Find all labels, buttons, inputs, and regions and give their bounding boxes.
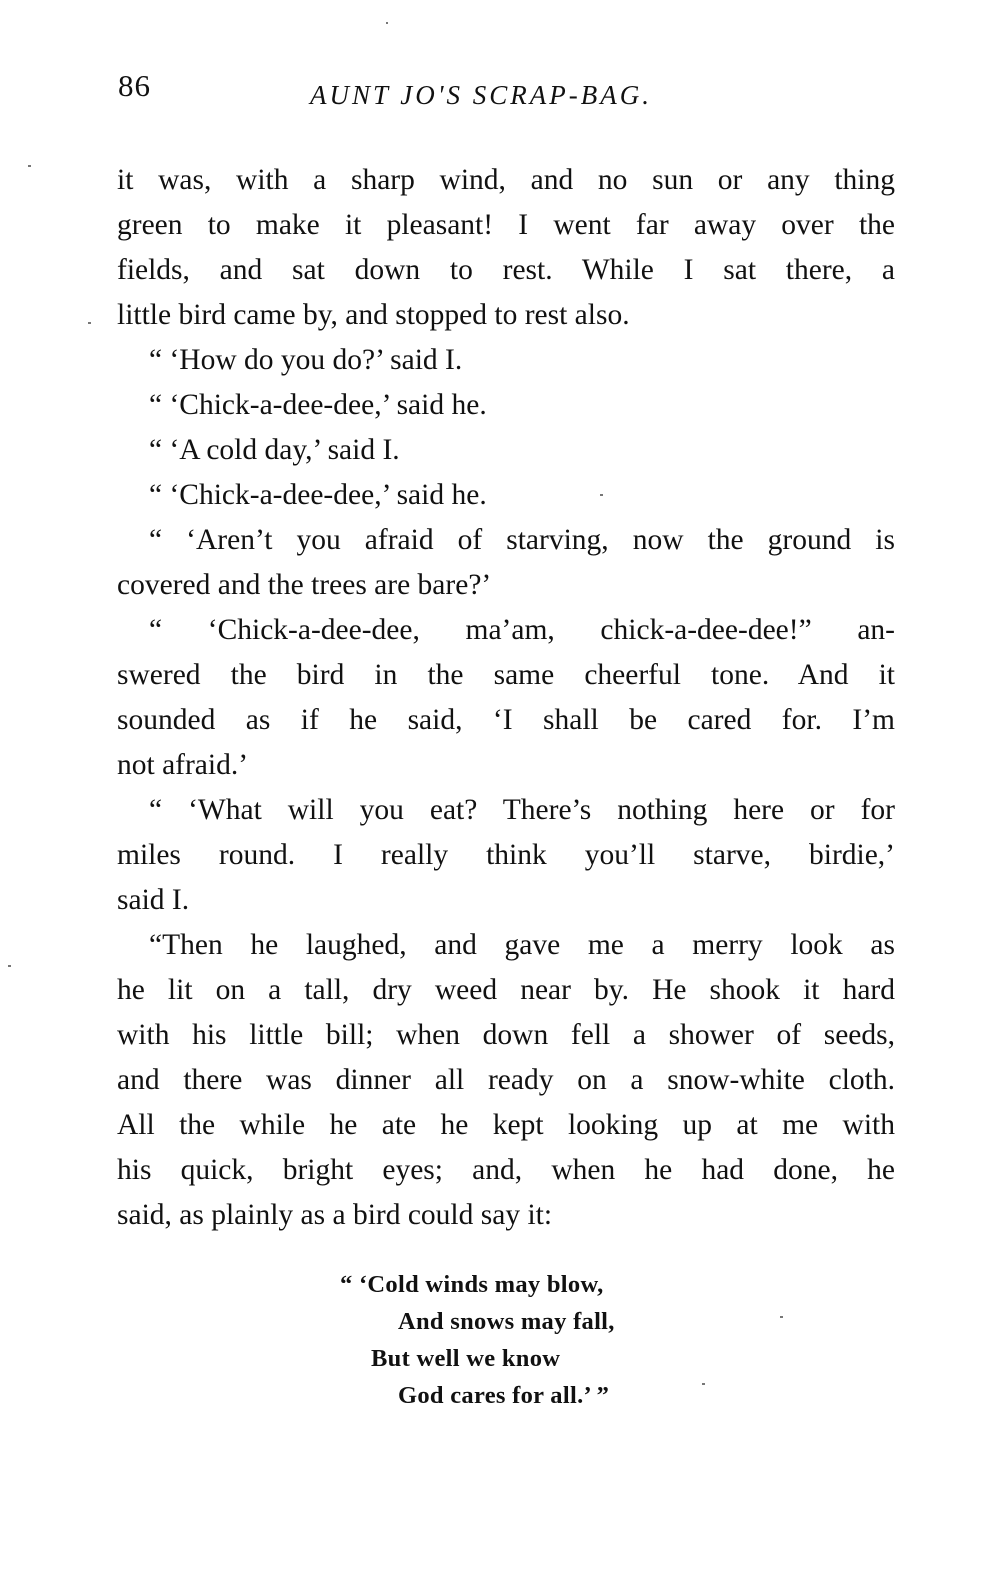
text-line: miles round. I really think you’ll starve, birdie,’ [117, 839, 895, 871]
text-line: fields, and sat down to rest. While I sat there, a [117, 254, 895, 286]
print-speck [600, 494, 603, 496]
text-line: covered and the trees are bare?’ [117, 569, 492, 601]
text-line: “ ‘What will you eat? There’s nothing here or for [149, 794, 895, 826]
text-line: he lit on a tall, dry weed near by. He shook it hard [117, 974, 895, 1006]
text-line: swered the bird in the same cheerful tone. And it [117, 659, 895, 691]
text-line: “ ‘Aren’t you afraid of starving, now the ground is [149, 524, 895, 556]
text-line: “Then he laughed, and gave me a merry look as [149, 929, 895, 961]
text-line: not afraid.’ [117, 749, 249, 781]
text-line: All the while he ate he kept looking up at me with [117, 1109, 895, 1141]
text-line: his quick, bright eyes; and, when he had done, he [117, 1154, 895, 1186]
print-speck [702, 1383, 705, 1385]
print-speck [386, 22, 388, 24]
body-text [117, 158, 895, 1238]
text-line: green to make it pleasant! I went far away over the [117, 209, 895, 241]
poem-stanza [340, 1266, 615, 1414]
text-line: “ ‘A cold day,’ said I. [149, 434, 400, 466]
poem-line: “ ‘Cold winds may blow, [340, 1271, 604, 1298]
print-speck [88, 322, 91, 324]
text-line: said, as plainly as a bird could say it: [117, 1199, 553, 1231]
poem-line: God cares for all.’ ” [398, 1382, 610, 1409]
text-line: it was, with a sharp wind, and no sun or any thing [117, 164, 895, 196]
text-line: “ ‘How do you do?’ said I. [149, 344, 463, 376]
text-line: “ ‘Chick-a-dee-dee,’ said he. [149, 389, 487, 421]
text-line: said I. [117, 884, 190, 916]
print-speck [28, 165, 31, 167]
print-speck [8, 965, 11, 967]
poem-line: And snows may fall, [398, 1308, 615, 1335]
text-line: “ ‘Chick-a-dee-dee, ma’am, chick-a-dee-dee!” an- [149, 614, 895, 646]
text-line: “ ‘Chick-a-dee-dee,’ said he. [149, 479, 487, 511]
page-number: 86 [118, 68, 151, 103]
text-line: and there was dinner all ready on a snow-white cloth. [117, 1064, 895, 1096]
text-line: little bird came by, and stopped to rest also. [117, 299, 630, 331]
poem-line: But well we know [371, 1345, 561, 1372]
running-head: AUNT JO'S SCRAP-BAG. [310, 80, 652, 110]
text-line: with his little bill; when down fell a shower of seeds, [117, 1019, 895, 1051]
print-speck [780, 1316, 783, 1318]
text-line: sounded as if he said, ‘I shall be cared for. I’m [117, 704, 895, 736]
